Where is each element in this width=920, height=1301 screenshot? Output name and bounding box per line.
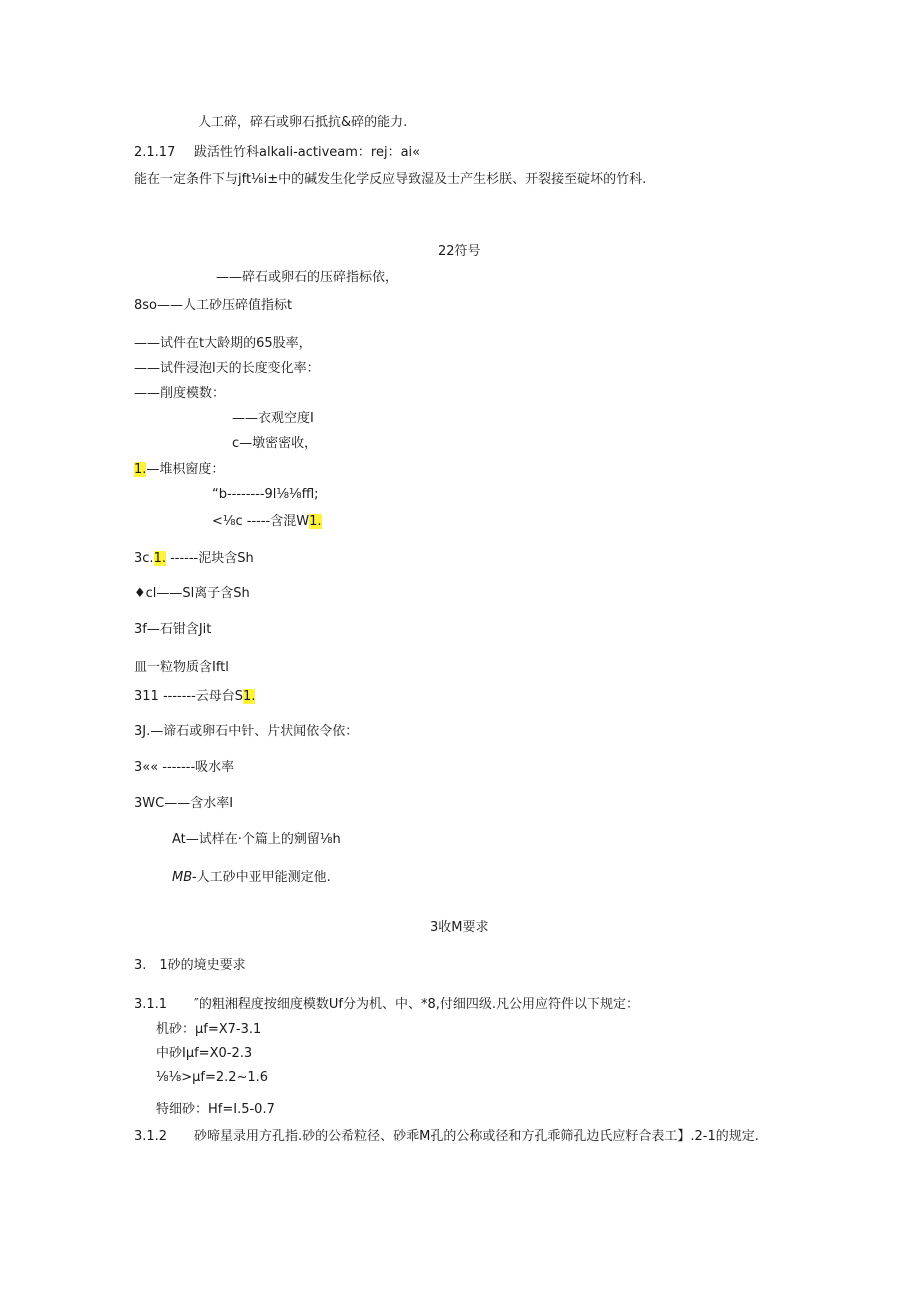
symbol-line: 8so——人工砂压碎值指标t <box>134 298 293 313</box>
text-line: 中砂Iµf=X0-2.3 <box>156 1046 253 1061</box>
symbol-text: 人工砂中亚甲能测定他. <box>196 870 331 885</box>
text-line: 机砂：µf=X7-3.1 <box>156 1022 262 1037</box>
symbol-line: ——碎石或卵石的压碎指标依， <box>216 270 399 285</box>
symbol-line: ——试件在t大龄期的65股率， <box>134 336 312 351</box>
symbol-line: 3WC——含水率I <box>134 796 234 811</box>
text-line: ⅛⅛>µf=2.2~1.6 <box>156 1070 269 1085</box>
text-line: 人工碎，碎石或卵石抵抗&碎的能力. <box>198 115 408 130</box>
symbol-text: <⅛c -----含混W <box>212 514 310 529</box>
symbol-line <box>134 550 254 568</box>
clause-title: 跋活性竹科alkali-activeam：rej：ai« <box>194 145 421 160</box>
section-heading: 22符号 <box>438 244 481 259</box>
text-line: 特细砂：Hf=I.5-0.7 <box>156 1102 275 1117</box>
symbol-text: —堆枳窗度： <box>146 462 225 477</box>
symbol-line: 皿一粒物质含Iftl <box>134 660 229 675</box>
symbol-line <box>172 869 331 887</box>
symbol-line: 3«« -------吸水率 <box>134 760 235 775</box>
symbol-line: c—墩密密收， <box>232 436 318 451</box>
symbol-abbrev: MB- <box>172 870 197 885</box>
symbol-line <box>134 461 224 479</box>
clause-text: ″的粗湘程度按细度模数Uf分为机、中、*8,付细四级.凡公用应符件以下规定： <box>194 997 639 1012</box>
symbol-line <box>212 513 322 531</box>
section-heading: 3收M要求 <box>430 920 489 935</box>
symbol-line: ♦cl——Sl离子含Sh <box>134 586 250 601</box>
highlight-mark: 1. <box>243 689 256 704</box>
symbol-line: ——衣观空度I <box>232 411 314 426</box>
symbol-line: At—试样在·个篇上的剜留⅛h <box>172 832 341 847</box>
symbol-line <box>134 688 255 706</box>
clause-text: 砂啼星录用方孔指.砂的公希粒径、砂乖M孔的公称或径和方孔乖筛孔边氏应籽合表工】.2-1的规定. <box>194 1129 759 1144</box>
highlight-mark: 1. <box>309 514 322 529</box>
text-line: 能在一定条件下与jft⅛i±中的碱发生化学反应导致湿及士产生杉朕、开裂接至碇坏的竹科. <box>134 172 647 187</box>
highlight-mark: 1. <box>134 462 147 477</box>
symbol-line: 3f—石钳含Jit <box>134 622 212 637</box>
subsection-heading: 3. 1砂的境史要求 <box>134 958 246 973</box>
symbol-line: ——削度模数： <box>134 386 226 401</box>
clause-number: 2.1.17 <box>134 145 176 160</box>
clause-number: 3.1.1 <box>134 997 168 1012</box>
symbol-text: 311 -------云母台S <box>134 689 244 704</box>
symbol-line: “b--------9l⅛⅛ffl; <box>212 487 319 502</box>
symbol-text: ------泥块含Sh <box>165 551 254 566</box>
symbol-line: 3J.—谛石或卵石中针、片状闻依令依： <box>134 724 359 739</box>
highlight-mark: 1. <box>153 551 166 566</box>
clause-number: 3.1.2 <box>134 1129 168 1144</box>
symbol-text: 3c. <box>134 551 154 566</box>
symbol-line: ——试件浸泡l天的长度变化率： <box>134 361 320 376</box>
